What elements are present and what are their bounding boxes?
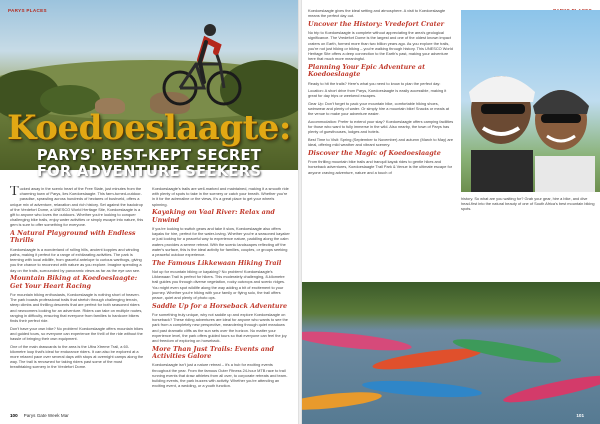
heading-mountain-biking: Mountain Biking at Koedoeslaagte: Get Your Heart Racing — [10, 274, 138, 290]
heading-horseback: Saddle Up for a Horseback Adventure — [152, 301, 288, 310]
body-paragraph: No trip to Koedoeslaagte is complete without appreciating the area's geological significance. The Vredefort Dome is the largest and one of the oldest known impact craters on Earth, formed more than two billion years ago. As you explore the trails, you're not just hiking or biking – you're walking through history. This UNESCO World Heritage Site offers a deep connection to the Earth's past, making your adventure here that much more meaningful. — [308, 30, 453, 62]
article-subtitle-line1: PARYS' BEST-KEPT SECRET — [36, 147, 262, 164]
heading-planning: Planning Your Epic Adventure at Koedoeslaagte — [308, 62, 426, 79]
right-column-1 — [308, 8, 454, 276]
body-paragraph: Ready to hit the trails? Here's what you need to know to plan the perfect day: — [308, 80, 441, 86]
cyclist-illustration — [162, 12, 242, 112]
right-column-2 — [461, 196, 597, 236]
left-page — [0, 0, 298, 424]
body-paragraph: history. So what are you waiting for? Grab your gear, hire a bike, and dive head-first into the natural beauty of one of South Africa's best mountain biking spots. — [461, 196, 595, 212]
kayak-pink — [302, 328, 412, 354]
article-title: Koedoeslaagte: — [7, 108, 291, 148]
body-paragraph: One of the main drawcards to the area is the Ultra Xtreme Trail, a 60-kilometre loop that's ideal for endurance riders. It can also be explored at a more relaxed pace over several days with stops at overnight camps along the way. The trail is renowned for taking riders past some of the most breathtaking scenery in the Vredefort Dome. — [10, 343, 144, 370]
right-page — [302, 0, 600, 424]
body-paragraph: Don't have your own bike? No problem! Koedoeslaagte offers mountain bikes and guided tours, so everyone can experience the thrill of the ride without the hassle of bringing their own equipment. — [10, 325, 144, 342]
body-paragraph: Koedoeslaagte isn't just a nature retreat – it's a hub for exciting events throughout the year. From the famous Outer Fitness 24-hour MTB race to trail running events that draw athletes from all over, to corporate retreats and team-building events, the park buzzes with activity. Whether you're attending an exciting event, a wedding, or a youth function. — [152, 362, 288, 389]
heading-natural-playground: A Natural Playground with Endless Thrills — [10, 229, 136, 245]
body-paragraph: From thrilling mountain bike trails and tranquil kayak rides to gentle hikes and horseback adventures, Koedoeslaagte Trail Park & Venue is the ultimate escape for anyone craving adventure, nature and a touch of — [308, 159, 453, 175]
heading-events: More Than Just Trails: Events and Activities Galore — [152, 344, 275, 361]
men-illustration — [461, 10, 600, 192]
heading-kayaking: Kayaking on Vaal River: Relax and Unwind — [152, 208, 275, 224]
body-paragraph: If you're looking to switch gears and take it slow, Koedoeslaagte also offers kayaks for hire, perfect for the water-loving. Whether you're a seasoned kayaker or just looking for a peaceful way to experience nature, paddling along the calm waters provides a serene retreat. With the scenic landscapes reflecting off the water's surface, this is the ideal activity for families, couples, or groups seeking a peaceful outdoor experience. — [152, 226, 290, 258]
right-footer — [576, 413, 590, 418]
left-column-1 — [10, 186, 144, 401]
article-subtitle-line2: FOR ADVENTURE SEEKERS — [36, 163, 262, 180]
bullet-item: Gear Up: Don't forget to pack your mountain bike, comfortable hiking shoes, swimwear and plenty of water. Or simply hire a mountain bike! Snacks or meals at the venue to make your adventure easier. — [308, 101, 449, 117]
photo-kayaks-on-river — [302, 282, 600, 424]
left-column-2 — [152, 186, 290, 401]
magazine-name: Parys Gate Week Mar — [23, 413, 69, 418]
section-tag: PARYS PLACES — [8, 8, 47, 13]
left-footer — [10, 413, 69, 418]
body-paragraph: Koedoeslaagte's trails are well-marked and maintained, making it a smooth ride with plenty of spots to take in the scenery or catch your breath. Whether you're in it for the adrenaline or the views, it's a great place to get your wheels spinning. — [152, 186, 289, 207]
body-paragraph: For mountain biking enthusiasts, Koedoeslaagte is nothing short of heaven. The park boasts professional trails that stretch through challenging terrain, steep climbs and thrilling descents that are perfect for both seasoned riders and newcomers looking for an adventure. Riders can take on multiple routes, ranging in difficulty, ensuring that everyone from families to hardcore bikers finds their perfect ride. — [10, 292, 143, 324]
bullet-item: Best Time to Visit: Spring (September to November) and autumn (March to May) are ideal, offering mild weather and vibrant scenery. — [308, 137, 454, 148]
heading-discover-magic: Discover the Magic of Koedoeslaagte — [308, 148, 441, 157]
bullet-item: Accommodation: Prefer to extend your stay? Koedoeslaagte offers camping facilities for those who want to fully immerse in the wild. Also nearby, the town of Parys has plenty of guesthouses, lodges and hotels. — [308, 119, 454, 135]
drop-cap: T — [10, 186, 19, 199]
page-number: 101 — [576, 413, 584, 418]
kayak-yellow — [302, 389, 382, 413]
page-number: 100 — [10, 413, 18, 418]
body-paragraph: Koedoeslaagte gives the ideal setting and atmosphere. A visit to Koedoeslaagte means the perfect day out. — [308, 8, 446, 19]
heading-vredefort-crater: Uncover the History: Vredefort Crater — [308, 19, 445, 28]
intro-paragraph: ucked away in the scenic heart of the Free State, just minutes from the charming town of Parys, lies Koedoeslaagte. This farm-turned-outdoor-paradise, sprawling across hundreds of hectares of bushveld, offers a unique mix of adventure, relaxation and rich history. Set against the backdrop of the Vredefort Dome, a UNESCO World Heritage Site, Koedoeslaagte is a gift to anyone who loves the outdoors. Whether you're looking to conquer challenging bike trails, enjoy water activities or simply escape into nature, this gem is sure to offer something for everyone. — [10, 186, 144, 228]
body-paragraph: Not up for mountain biking or kayaking? No problem! Koedoeslaagte's Likkewaan Trail is perfect for hikers. This moderately challenging, 8-kilometre trail guides you through diverse vegetation, rocky outcrops and scenic ridges. You might even spot wildlife along the way adding a bit of excitement to your journey. Whether you're hiking with your family or flying solo, the trail offers peace, quiet and plenty of photo ops. — [152, 269, 286, 301]
kayak-red — [502, 371, 600, 408]
heading-likkewaan-trail: The Famous Likkewaan Hiking Trail — [152, 258, 282, 267]
body-paragraph: Koedoeslaagte is a wonderland of rolling hills, ancient koppies and winding paths, making it perfect for a range of exhilarating activities. The park is teeming with local wildlife, from graceful antelope to curious warthogs, giving you the chance to reconnect with nature as you explore. Imagine spending a day on the trails, surrounded by panoramic views as far as the eye can see. — [10, 246, 142, 273]
bullet-item: Location: A short drive from Parys, Koedoeslaagte is easily accessible, making it great for day trips or weekend escapes. — [308, 88, 447, 99]
photo-two-men-selfie — [461, 10, 600, 192]
body-paragraph: For something truly unique, why not saddle up and explore Koedoeslaagte on horseback? These riding adventures are ideal for anyone who wants to see the park from a completely new perspective, meandering through quiet meadows and past dramatic cliffs as the sun sets over the horizon. No matter your experience level, the park offers guided tours so that everyone can feel the joy and freedom of exploring on horseback. — [152, 312, 288, 344]
